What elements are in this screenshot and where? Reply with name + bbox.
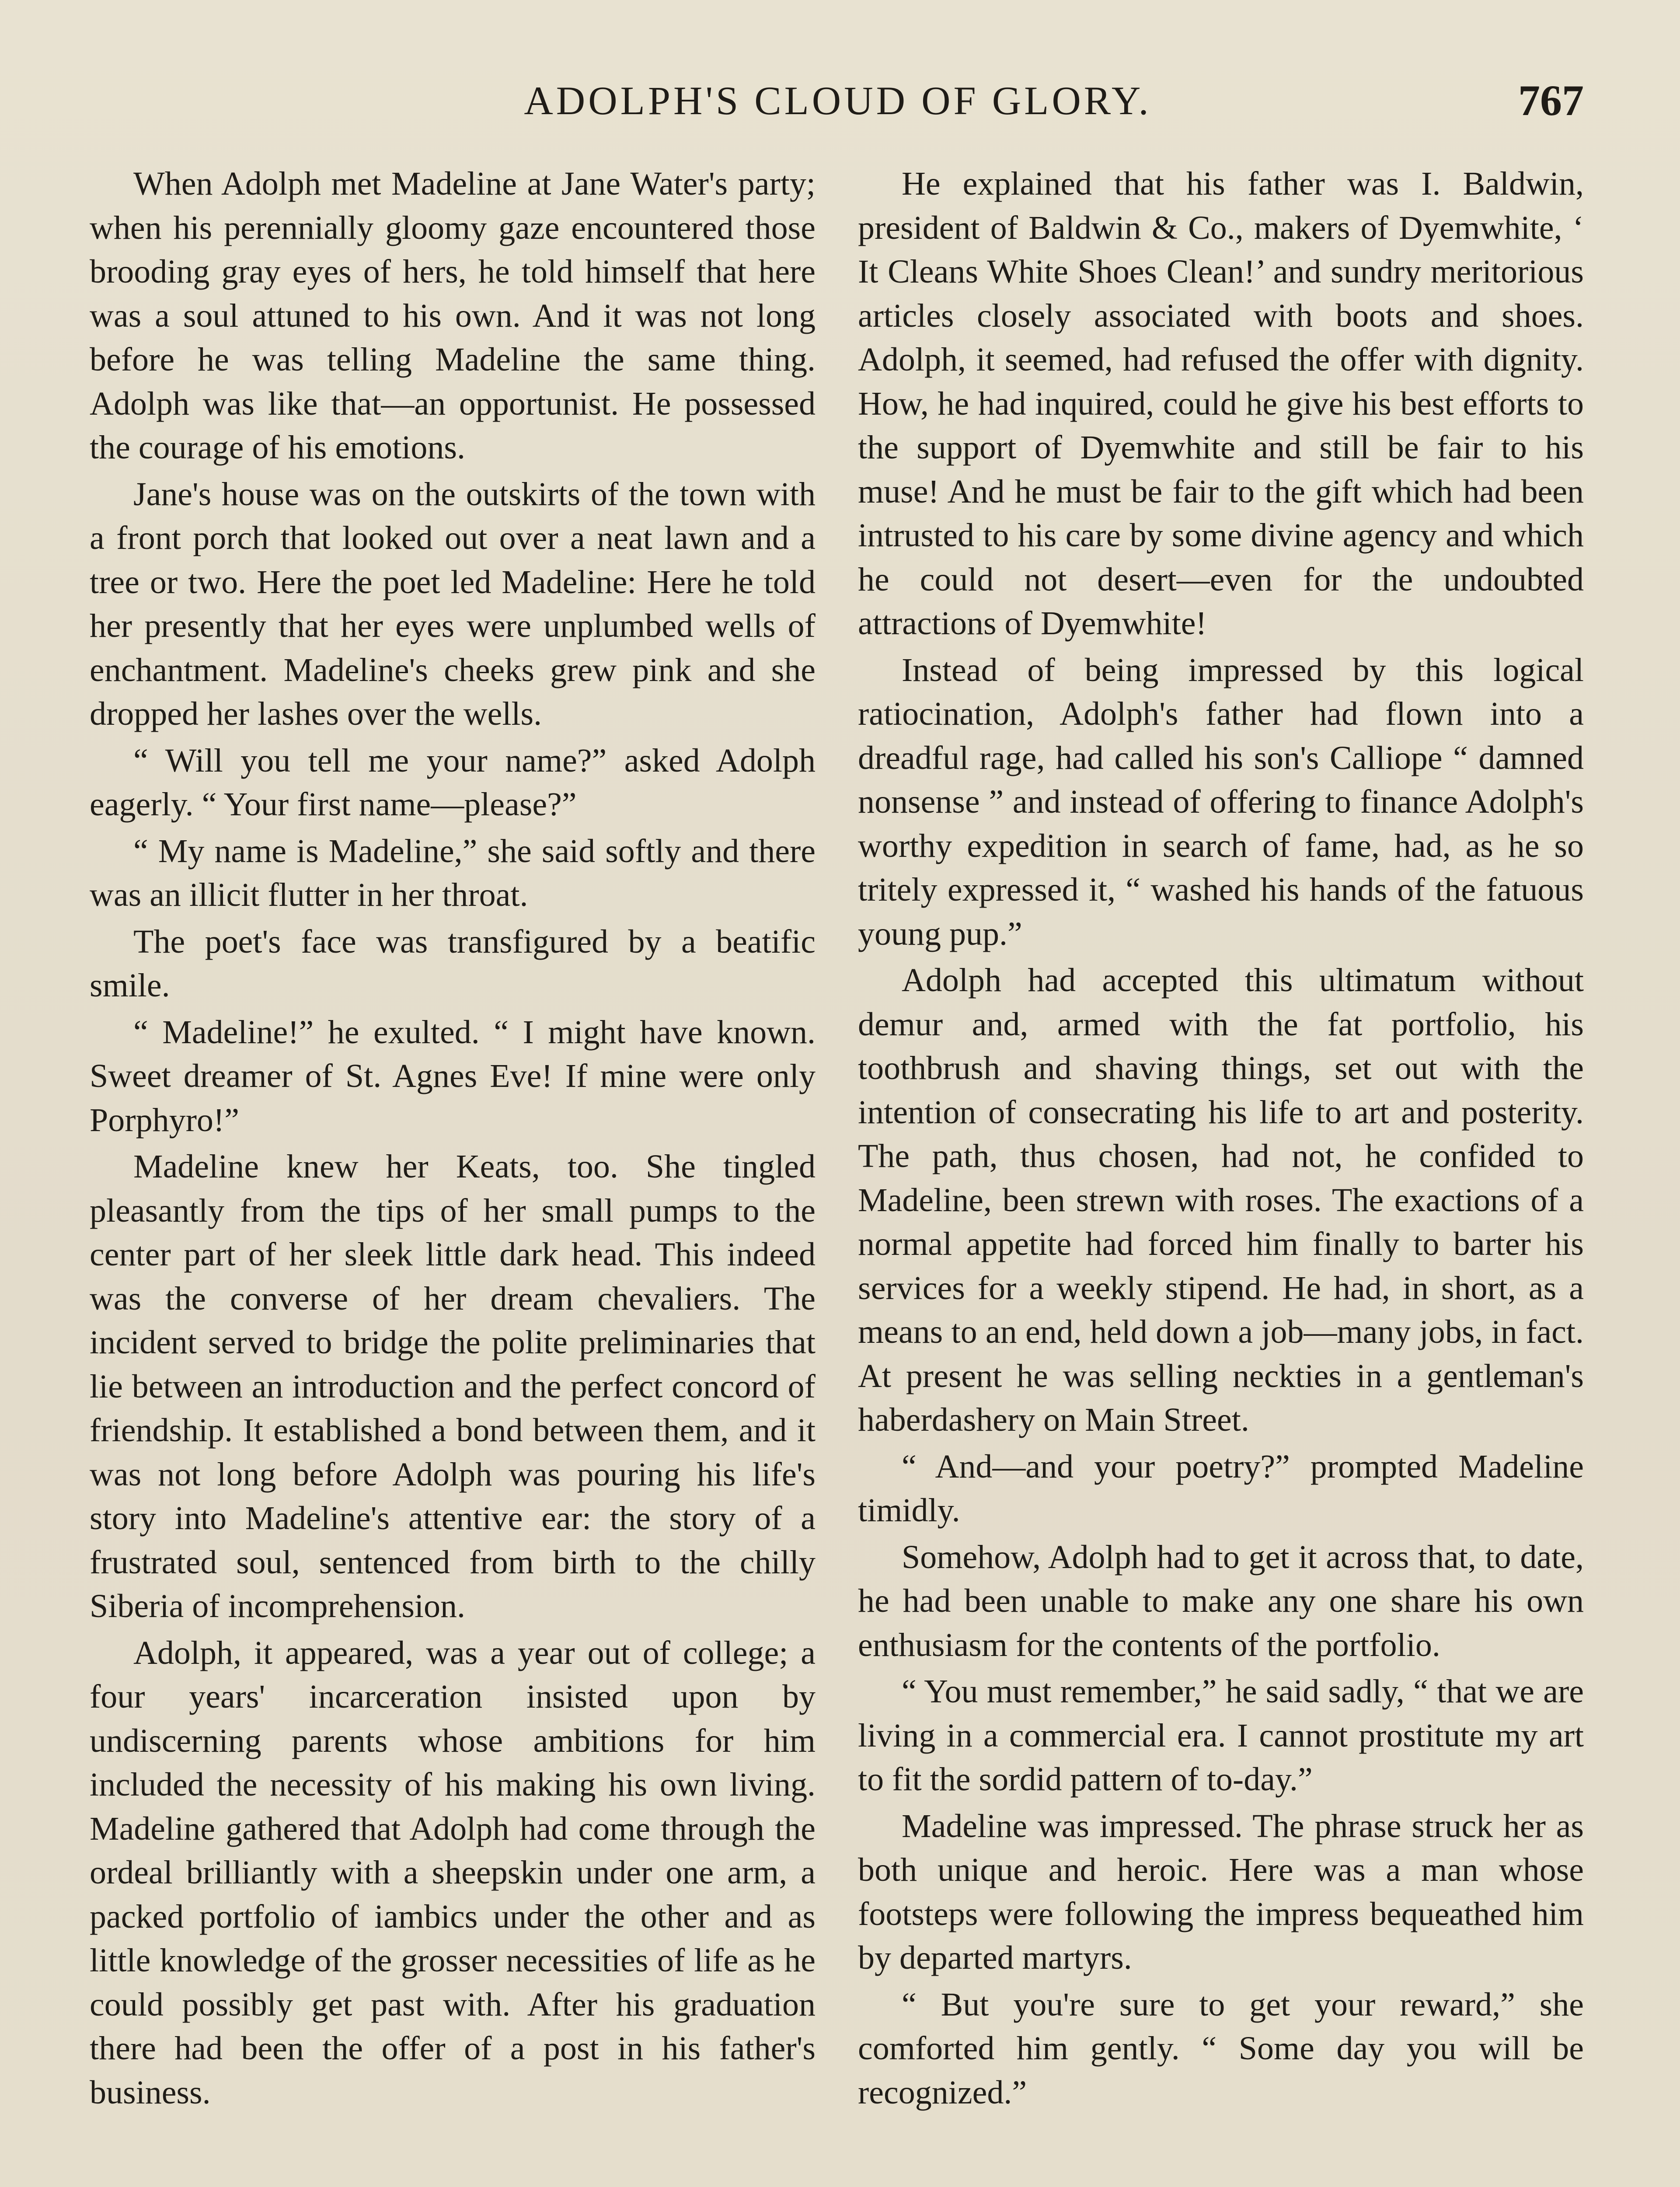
page-number: 767 — [1518, 76, 1584, 125]
paragraph: Instead of being impressed by this logical ratiocination, Adolph's father had flown into a dreadful rage, had called his son's Calliope “ damned nonsense ” and instead of offering to finance Adolph's worthy expedition in search of fame, had, as he so tritely expressed it, “ washed his hands of the fatuous young pup.” — [858, 651, 1584, 952]
left-text-column — [90, 162, 816, 2117]
paragraph: Jane's house was on the outskirts of the town with a front porch that looked out over a neat lawn and a tree or two. Here the poet led Madeline: Here he told her presently that her eyes were unplumbed wells of enchantment. Madeline's cheeks grew pink and she dropped her lashes over the wells. — [90, 475, 816, 732]
paragraph: “ And—and your poetry?” prompted Madeline timidly. — [858, 1448, 1584, 1529]
running-header — [92, 66, 1584, 136]
paragraph: When Adolph met Madeline at Jane Water's party; when his perennially gloomy gaze encountered those brooding gray eyes of hers, he told himself that here was a soul attuned to his own. And it was not long before he was telling Madeline the same thing. Adolph was like that—an opportunist. He possessed the courage of his emotions. — [90, 165, 816, 466]
paragraph: “ Madeline!” he exulted. “ I might have known. Sweet dreamer of St. Agnes Eve! If mine were only Porphyro!” — [90, 1013, 816, 1139]
paragraph: The poet's face was transfigured by a beatific smile. — [90, 923, 816, 1004]
paragraph: Adolph, it appeared, was a year out of college; a four years' incarceration insisted upon by undiscerning parents whose ambitions for him included the necessity of his making his own living. Madeline gathered that Adolph had come through the ordeal brilliantly with a sheepskin under one arm, a packed portfolio of iambics under the other and as little knowledge of the grosser necessities of life as he could possibly get past with. After his graduation there had been the offer of a post in his father's business. — [90, 1634, 816, 2111]
right-text-column — [858, 162, 1584, 2117]
paragraph: Adolph had accepted this ultimatum without demur and, armed with the fat portfolio, his toothbrush and shaving things, set out with the intention of consecrating his life to art and posterity. The path, thus chosen, had not, he confided to Madeline, been strewn with roses. The exactions of a normal appetite had forced him finally to barter his services for a weekly stipend. He had, in short, as a means to an end, held down a job—many jobs, in fact. At present he was selling neckties in a gentleman's haberdashery on Main Street. — [858, 962, 1584, 1438]
paragraph: “ You must remember,” he said sadly, “ that we are living in a commercial era. I cannot prostitute my art to fit the sordid pattern of to-day.” — [858, 1673, 1584, 1798]
paragraph: Madeline knew her Keats, too. She tingled pleasantly from the tips of her small pumps to the center part of her sleek little dark head. This indeed was the converse of her dream chevaliers. The incident served to bridge the polite preliminaries that lie between an introduction and the perfect concord of friendship. It established a bond between them, and it was not long before Adolph was pouring his life's story into Madeline's attentive ear: the story of a frustrated soul, sentenced from birth to the chilly Siberia of incomprehension. — [90, 1148, 816, 1625]
story-title-header: ADOLPH'S CLOUD OF GLORY. — [524, 78, 1152, 123]
paragraph: “ Will you tell me your name?” asked Adolph eagerly. “ Your first name—please?” — [90, 742, 816, 823]
paragraph: Somehow, Adolph had to get it across that, to date, he had been unable to make any one share his own enthusiasm for the contents of the portfolio. — [858, 1538, 1584, 1663]
paragraph: “ But you're sure to get your reward,” she comforted him gently. “ Some day you will be recognized.” — [858, 1986, 1584, 2111]
paragraph: “ My name is Madeline,” she said softly and there was an illicit flutter in her throat. — [90, 832, 816, 913]
paragraph: Madeline was impressed. The phrase struck her as both unique and heroic. Here was a man whose footsteps were following the impress bequeathed him by departed martyrs. — [858, 1807, 1584, 1976]
paragraph: He explained that his father was I. Baldwin, president of Baldwin & Co., makers of Dyemwhite, ‘ It Cleans White Shoes Clean!’ and sundry meritorious articles closely associated with boots and shoes. Adolph, it seemed, had refused the offer with dignity. How, he had inquired, could he give his best efforts to the support of Dyemwhite and still be fair to his muse! And he must be fair to the gift which had been intrusted to his care by some divine agency and which he could not desert—even for the undoubted attractions of Dyemwhite! — [858, 165, 1584, 642]
